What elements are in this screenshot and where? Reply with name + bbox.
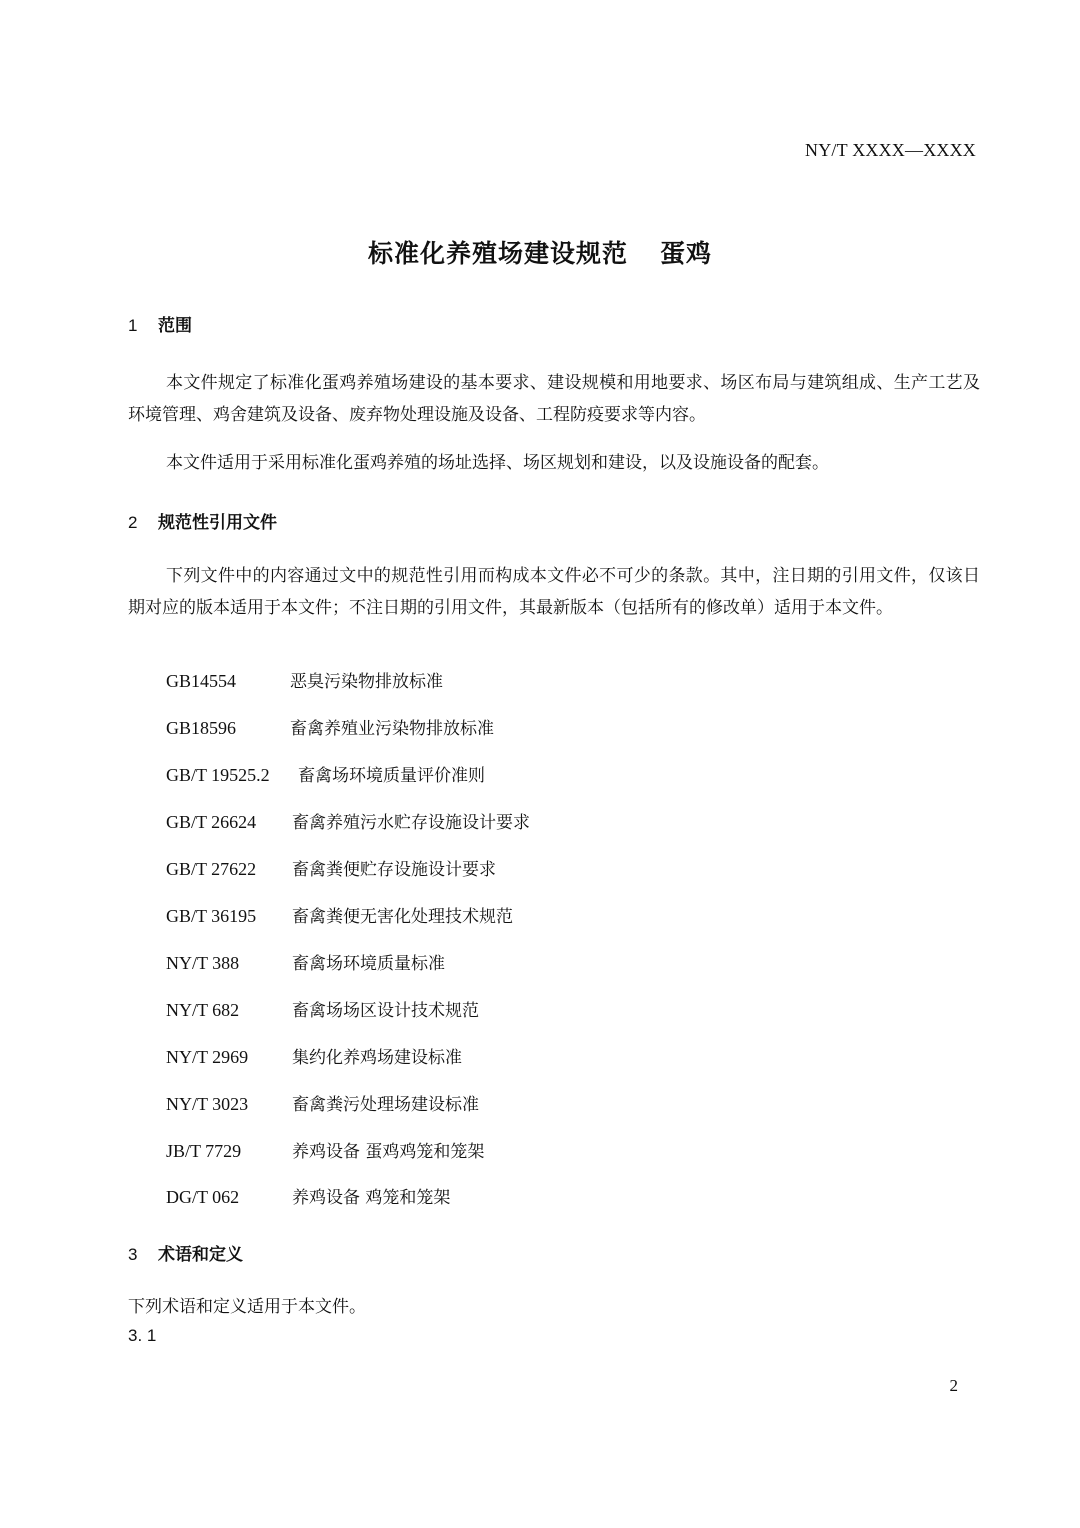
reference-title: 畜禽场场区设计技术规范 <box>292 1001 479 1021</box>
section-heading-terms <box>128 1240 243 1265</box>
reference-row <box>166 1137 484 1162</box>
standard-code: NY/T XXXX—XXXX <box>805 140 976 160</box>
section-title: 术语和定义 <box>158 1245 243 1265</box>
reference-code: NY/T 682 <box>166 1000 240 1020</box>
reference-row <box>166 855 496 880</box>
reference-title: 养鸡设备 蛋鸡鸡笼和笼架 <box>292 1142 485 1162</box>
reference-row <box>166 996 479 1021</box>
reference-code: DG/T 062 <box>166 1187 240 1207</box>
reference-title: 集约化养鸡场建设标准 <box>292 1048 462 1068</box>
reference-row <box>166 808 530 833</box>
reference-row <box>166 714 494 739</box>
scope-paragraph-2: 本文件适用于采用标准化蛋鸡养殖的场址选择、场区规划和建设，以及设施设备的配套。 <box>166 453 829 473</box>
section-heading-scope <box>128 311 192 336</box>
document-title-sub: 蛋鸡 <box>660 239 713 268</box>
reference-title: 畜禽粪污处理场建设标准 <box>292 1095 479 1115</box>
reference-title: 畜禽养殖业污染物排放标准 <box>290 719 494 739</box>
reference-code: NY/T 388 <box>166 953 240 973</box>
scope-paragraph-1: 本文件规定了标准化蛋鸡养殖场建设的基本要求、建设规模和用地要求、场区布局与建筑组成、生产工艺及环境管理、鸡舍建筑及设备、废弃物处理设施及设备、工程防疫要求等内容。 <box>128 373 980 425</box>
reference-row <box>166 949 445 974</box>
reference-row <box>166 902 513 927</box>
reference-row <box>166 1183 450 1208</box>
section-title: 规范性引用文件 <box>158 513 277 533</box>
section-number: 3 <box>128 1245 138 1264</box>
reference-row <box>166 761 485 786</box>
references-intro: 下列文件中的内容通过文中的规范性引用而构成本文件必不可少的条款。其中，注日期的引用文件，仅该日期对应的版本适用于本文件；不注日期的引用文件，其最新版本（包括所有的修改单）适用于本文件。 <box>128 566 980 618</box>
document-title <box>0 234 1080 270</box>
reference-title: 畜禽粪便无害化处理技术规范 <box>292 907 513 927</box>
reference-title: 养鸡设备 鸡笼和笼架 <box>292 1188 451 1208</box>
reference-code: GB/T 19525.2 <box>166 765 270 785</box>
page-number: 2 <box>949 1376 958 1395</box>
reference-row <box>166 1090 479 1115</box>
reference-code: GB18596 <box>166 718 237 738</box>
reference-title: 恶臭污染物排放标准 <box>290 672 443 692</box>
reference-code: NY/T 3023 <box>166 1094 249 1114</box>
terms-intro: 下列术语和定义适用于本文件。 <box>128 1297 366 1317</box>
document-title-main: 标准化养殖场建设规范 <box>367 239 628 268</box>
reference-code: JB/T 7729 <box>166 1141 242 1161</box>
reference-code: GB14554 <box>166 671 237 691</box>
reference-title: 畜禽场环境质量评价准则 <box>298 766 485 786</box>
section-number: 2 <box>128 513 138 532</box>
reference-title: 畜禽粪便贮存设施设计要求 <box>292 860 496 880</box>
reference-code: GB/T 36195 <box>166 906 257 926</box>
clause-number: 3. 1 <box>128 1326 157 1345</box>
section-number: 1 <box>128 316 138 335</box>
reference-code: NY/T 2969 <box>166 1047 249 1067</box>
reference-title: 畜禽场环境质量标准 <box>292 954 445 974</box>
reference-row <box>166 1043 462 1068</box>
reference-row <box>166 667 443 692</box>
reference-title: 畜禽养殖污水贮存设施设计要求 <box>292 813 530 833</box>
section-title: 范围 <box>158 316 192 336</box>
reference-code: GB/T 27622 <box>166 859 257 879</box>
section-heading-normative-references <box>128 508 277 533</box>
reference-code: GB/T 26624 <box>166 812 257 832</box>
